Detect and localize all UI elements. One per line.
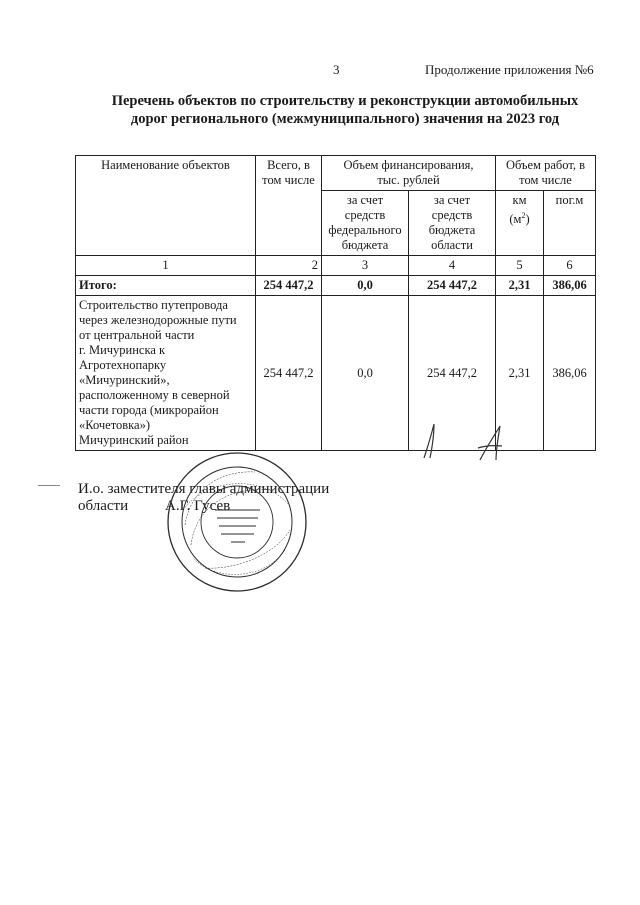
header-name: Наименование объектов [76, 156, 256, 256]
object-federal: 0,0 [322, 296, 409, 451]
object-regional: 254 447,2 [409, 296, 496, 451]
object-name: Строительство путепровода через железнодорожные пути от центральной части г. Мичуринска к Агротехнопарку «Мичуринский», расположенному в северной части города (микрорайон «Кочетовка») Мичуринский район [76, 296, 256, 451]
object-km: 2,31 [496, 296, 544, 451]
total-label: Итого: [76, 276, 256, 296]
signer-position-line-2: области [78, 498, 129, 514]
col-num-6: 6 [544, 256, 596, 276]
page-number: 3 [333, 62, 340, 77]
handwritten-signature [410, 418, 520, 463]
col-num-3: 3 [322, 256, 409, 276]
margin-mark [38, 485, 60, 486]
header-row-1 [76, 156, 596, 191]
title-line-1: Перечень объектов по строительству и реконструкции автомобильных [111, 93, 579, 109]
continuation-note: Продолжение приложения №6 [425, 62, 594, 77]
title-line-2: дорог регионального (межмуниципального) значения на 2023 год [130, 111, 560, 127]
total-regional: 254 447,2 [409, 276, 496, 296]
object-pogm: 386,06 [544, 296, 596, 451]
object-total: 254 447,2 [256, 296, 322, 451]
header-works: Объем работ, в том числе [496, 156, 596, 191]
header-regional: за счет средств бюджета области [409, 191, 496, 256]
signer-position-line-1: И.о. заместителя главы администрации [78, 481, 330, 497]
header-total: Всего, в том числе [256, 156, 322, 256]
total-sum: 254 447,2 [256, 276, 322, 296]
col-num-2: 2 [256, 256, 322, 276]
col-num-5: 5 [496, 256, 544, 276]
column-number-row [76, 256, 596, 276]
total-row [76, 276, 596, 296]
col-num-1: 1 [76, 256, 256, 276]
header-km: км $(м^2)$ [496, 191, 544, 256]
header-financing: Объем финансирования, тыс. рублей [322, 156, 496, 191]
col-num-4: 4 [409, 256, 496, 276]
signer-name: А.Г. Гусев [165, 498, 231, 514]
header-federal: за счет средств федерального бюджета [322, 191, 409, 256]
document-title [60, 92, 630, 128]
total-federal: 0,0 [322, 276, 409, 296]
objects-table [75, 155, 596, 451]
total-pogm: 386,06 [544, 276, 596, 296]
official-seal [165, 450, 310, 595]
header-pogm: пог.м [544, 191, 596, 256]
total-km: 2,31 [496, 276, 544, 296]
